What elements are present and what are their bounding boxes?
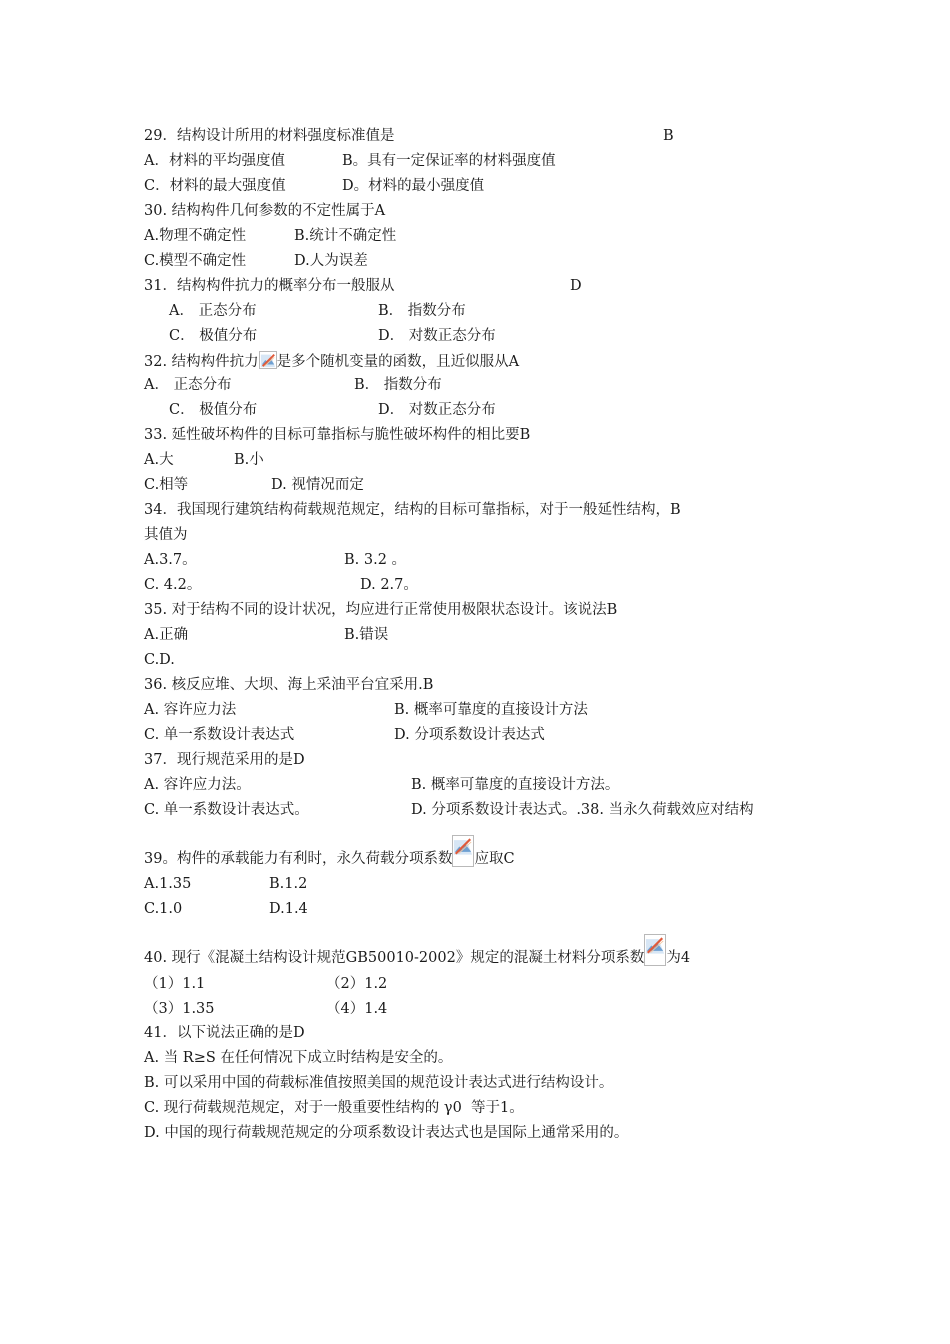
broken-image-icon — [452, 835, 474, 867]
q39-option-c: C.1.0 — [144, 901, 183, 917]
q33-option-c: C.相等 — [144, 477, 189, 493]
q34-option-b: B. 3.2 。 — [344, 552, 407, 568]
q34-option-c: C. 4.2。 — [144, 577, 202, 593]
q32-option-a: A． 正态分布 — [144, 377, 232, 393]
q41-stem: 41．以下说法正确的是D — [144, 1025, 305, 1041]
q40-stem — [144, 934, 690, 967]
q40-option-2: （2）1.2 — [326, 976, 388, 992]
q30-option-a: A.物理不确定性 — [144, 228, 247, 244]
q36-stem: 36. 核反应堆、大坝、海上采油平台宜采用.B — [144, 677, 434, 693]
q37-stem: 37．现行规范采用的是D — [144, 752, 305, 768]
broken-image-icon — [644, 934, 666, 966]
q31-option-b: B． 指数分布 — [378, 303, 466, 319]
q40-option-4: （4）1.4 — [326, 1001, 388, 1017]
q33-option-a: A.大 — [144, 452, 174, 468]
q35-option-cd: C.D. — [144, 652, 175, 668]
q40-option-3: （3）1.35 — [144, 1001, 215, 1017]
q32-stem-post: 是多个随机变量的函数，且近似服从A — [276, 354, 520, 370]
q30-stem: 30. 结构构件几何参数的不定性属于A — [144, 203, 386, 219]
q32-option-c: C． 极值分布 — [169, 402, 258, 418]
q31-option-c: C． 极值分布 — [169, 328, 258, 344]
q37-option-a: A. 容许应力法。 — [144, 777, 251, 793]
broken-image-icon — [259, 351, 277, 369]
q34-stem: 34．我国现行建筑结构荷载规范规定，结构的目标可靠指标，对于一般延性结构，B — [144, 502, 681, 518]
q39-option-a: A.1.35 — [144, 876, 192, 892]
q35-option-a: A.正确 — [144, 627, 189, 643]
q29-answer: B — [663, 128, 674, 144]
q35-stem: 35. 对于结构不同的设计状况，均应进行正常使用极限状态设计。该说法B — [144, 602, 618, 618]
q41-option-d: D. 中国的现行荷载规范规定的分项系数设计表达式也是国际上通常采用的。 — [144, 1125, 629, 1141]
q32-option-d: D． 对数正态分布 — [378, 402, 496, 418]
q34-option-a: A.3.7。 — [144, 552, 197, 568]
q35-option-b: B.错误 — [344, 627, 389, 643]
q30-option-b: B.统计不确定性 — [294, 228, 397, 244]
q30-option-c: C.模型不确定性 — [144, 253, 247, 269]
q39-option-b: B.1.2 — [269, 876, 308, 892]
q31-option-d: D． 对数正态分布 — [378, 328, 496, 344]
q41-option-b: B. 可以采用中国的荷载标准值按照美国的规范设计表达式进行结构设计。 — [144, 1075, 614, 1091]
q34-stem-continued: 其值为 — [144, 527, 188, 543]
q36-option-b: B. 概率可靠度的直接设计方法 — [394, 702, 588, 718]
q36-option-a: A. 容许应力法 — [144, 702, 237, 718]
q40-stem-post: 为4 — [666, 950, 691, 966]
q39-option-d: D.1.4 — [269, 901, 308, 917]
q41-option-c: C. 现行荷载规范规定，对于一般重要性结构的 γ0 等于1。 — [144, 1100, 524, 1116]
q32-stem — [144, 351, 519, 371]
q39-stem — [144, 835, 515, 868]
q33-stem: 33. 延性破坏构件的目标可靠指标与脆性破坏构件的相比要B — [144, 427, 531, 443]
q40-stem-pre: 40. 现行《混凝土结构设计规范GB50010-2002》规定的混凝土材料分项系数 — [144, 950, 645, 966]
q29-option-a: A．材料的平均强度值 — [144, 153, 285, 169]
q40-option-1: （1）1.1 — [144, 976, 206, 992]
q36-option-c: C. 单一系数设计表达式 — [144, 727, 295, 743]
q32-stem-pre: 32. 结构构件抗力 — [144, 354, 259, 370]
q33-option-d: D. 视情况而定 — [271, 477, 364, 493]
q39-stem-post: 应取C — [474, 851, 515, 867]
q32-option-b: B． 指数分布 — [354, 377, 442, 393]
q41-option-a: A. 当 R≥S 在任何情况下成立时结构是安全的。 — [144, 1050, 453, 1066]
q37-option-c: C. 单一系数设计表达式。 — [144, 802, 309, 818]
q34-option-d: D. 2.7。 — [360, 577, 418, 593]
q29-option-b: B。具有一定保证率的材料强度值 — [342, 153, 556, 169]
q33-option-b: B.小 — [234, 452, 264, 468]
q39-stem-pre: 39。构件的承载能力有利时，永久荷载分项系数 — [144, 851, 453, 867]
q37-option-d: D. 分项系数设计表达式。.38. 当永久荷载效应对结构 — [411, 802, 754, 818]
q31-option-a: A． 正态分布 — [169, 303, 257, 319]
q31-stem: 31．结构构件抗力的概率分布一般服从 — [144, 278, 395, 294]
q29-option-d: D。材料的最小强度值 — [342, 178, 485, 194]
q37-option-b: B. 概率可靠度的直接设计方法。 — [411, 777, 620, 793]
q29-option-c: C．材料的最大强度值 — [144, 178, 286, 194]
q31-answer: D — [570, 278, 582, 294]
q30-option-d: D.人为误差 — [294, 253, 368, 269]
q29-stem: 29．结构设计所用的材料强度标准值是 — [144, 128, 395, 144]
q36-option-d: D. 分项系数设计表达式 — [394, 727, 545, 743]
